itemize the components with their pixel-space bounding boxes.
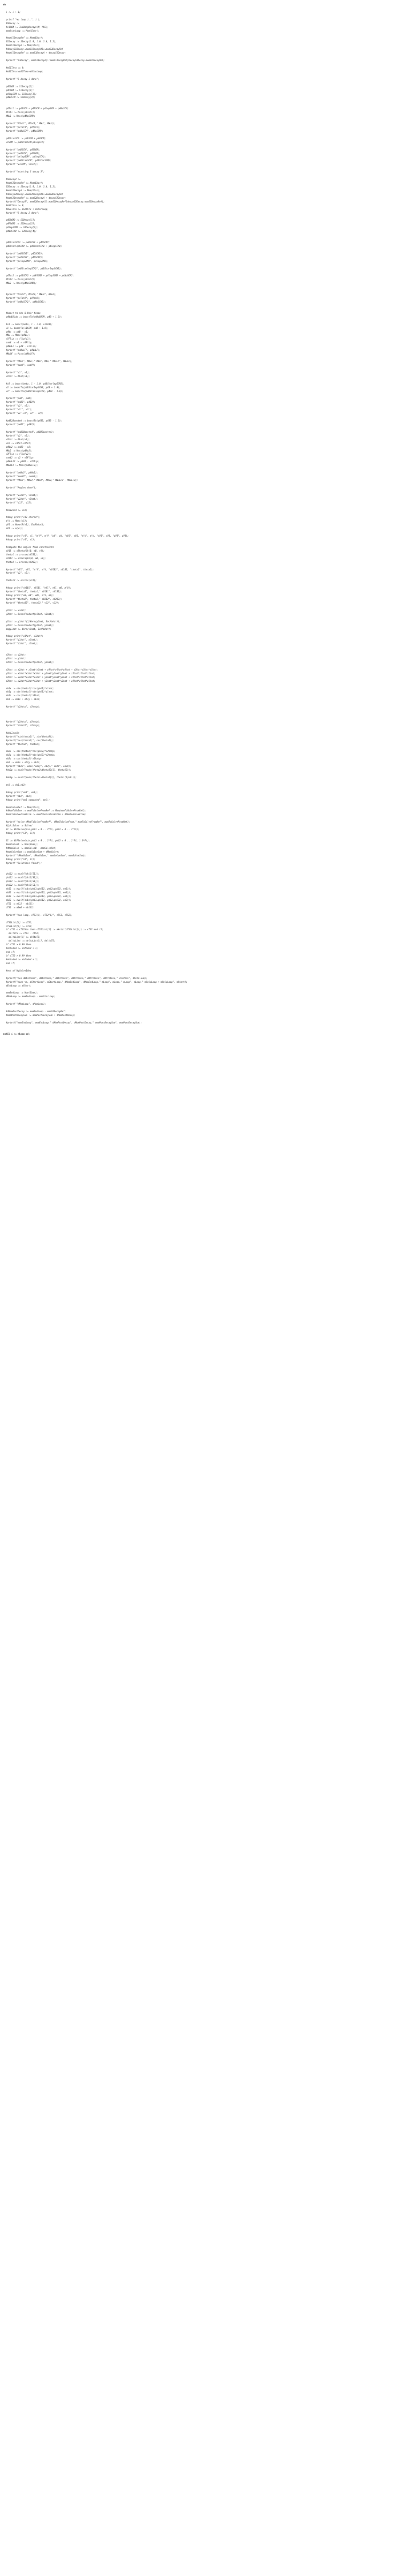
code-line: [3, 416, 411, 419]
code-line: #printf "z2hatP", z2hatp);: [3, 724, 41, 727]
code-line: #compute the angles from constraints: [3, 545, 54, 548]
code-line: #doug print("sV1B1", sV1B1, "eV1", eV1, mB, m'V);: [3, 586, 72, 590]
code-line: #printf("momEndLoop", momEndLoop," dMomPostDecay", dMomPostDecay," momPostDecaySum", momPostDecaySum);: [3, 1021, 142, 1024]
code-line: [3, 356, 411, 360]
code-line: #printf("cos(theta2)", cos(theta2));: [3, 739, 54, 742]
code-line: #momS2DecayRef := Mom(Ebar);: [3, 182, 43, 184]
code-line: eb2x := sin(theta2)*cos(phi2)*x2hatp;: [3, 750, 56, 753]
code-line: [3, 379, 411, 382]
code-line: [3, 308, 411, 312]
code-line: #doug print("eb1", eb1);: [3, 790, 38, 794]
code-line: if cTS1 > 0.99 then: [3, 943, 32, 946]
code-line: [3, 167, 411, 170]
code-line: y2hat := y1hat;: [3, 657, 26, 660]
code-line: v2Flip := flip(v2);: [3, 453, 32, 456]
code-line: #printf "sumV", sumV);: [3, 363, 35, 366]
code-line: phi12 := evalf(phi1[S1]);: [3, 872, 40, 876]
code-line: v2' := boostTo(p4DStarlepSCM2, p4B2 - 1.0);: [3, 389, 64, 393]
code-line: #printf "S decay 1 done";: [3, 77, 40, 80]
code-line: #momS2DecayA := Mom(Ebar);: [3, 189, 41, 192]
code-line: if cTS1 < cTS1Max then cTS1List[i] := mkstat(cTS1List[i]) := cTS1 end if;: [3, 928, 103, 931]
code-line: #printf "eV1", eV1, "m'V", m'V, "sV1B2", sV1B2, "theta1", theta1);: [3, 568, 94, 571]
code-line: MNu2 := Mass(p4Nu2);: [3, 449, 33, 452]
code-line: #printf("done %s, mStartLoop", mStartLoop," dMomEndLoop", dMomEndLoop," mLoop", mLoop," mLoop", mLoop," mSkipLoop + mSkipLoop", mStart);: [3, 980, 188, 983]
code-line: #doug print("mnl computed", mnl);: [3, 798, 50, 801]
code-line: p4Tot2 := p4DSCM2 + p4PSCM2 + p4lepSCM2 + p4NuSCM2;: [3, 274, 74, 277]
code-line: v1hat := Nhat(v1);: [3, 374, 30, 378]
code-line: [3, 14, 411, 18]
code-line: [3, 1006, 411, 1010]
code-line: p4DStarSCM := p4DSCM + p4PSCM;: [3, 137, 46, 140]
code-line: phi12 := evalf(phi1[S1]);: [3, 880, 40, 883]
code-line: [3, 999, 411, 1003]
code-line: p4DSCM := S1Decay[1];: [3, 85, 34, 88]
code-line: [3, 319, 411, 323]
code-line: [3, 289, 411, 293]
code-line: #printf("Decay2", momS2DecayA[l:momS2DecayRef]decayS2Decay.momS2DecayRef);: [3, 200, 105, 203]
code-line: sumV := v1 + v1Flip;: [3, 341, 33, 344]
code-line: [3, 1018, 411, 1021]
code-line: [3, 393, 411, 397]
code-line: #printf "sumV2", sumV2);: [3, 475, 38, 478]
code-line: p4Nu := p4B - v1;: [3, 330, 29, 333]
code-line: [3, 650, 411, 653]
code-line: [3, 468, 411, 471]
code-line: #printf "v2'-v2", v2' - v2);: [3, 412, 43, 415]
code-line: #doug print("v1", v1, "m'V", m'V, "pV", pV, "eV1", eV1, "m'V", m'V, "sV1", sV1, "pV1", pV1);: [3, 534, 129, 538]
code-line: #printf "p4Tot1", p4Tot1);: [3, 125, 41, 129]
code-line: #printf "v2hat", v2hat);: [3, 497, 38, 500]
code-line: [3, 505, 411, 509]
code-line: i := i + 1;: [3, 10, 21, 13]
code-line: #printf "z2hatp", z2hatp);: [3, 705, 41, 709]
code-line: z2hat := x2hat*x1hat*x1hat + y2hat*y1hat*y2hat + z2hat*z1hat*z1hat;: [3, 679, 96, 682]
code-line: [3, 865, 411, 869]
code-line: #printf "p4Tot2", p4Tot2);: [3, 297, 41, 300]
code-line: #doug print("eB, mB", eB1, m'V, mB);: [3, 594, 54, 597]
code-line: #printf "theta12", theta12," v12", v12);: [3, 601, 59, 604]
code-line: theta2 := arccos(sV2B2);: [3, 560, 38, 563]
code-line: #mS1Thru:=mS1Thru+mStarLoop;: [3, 70, 43, 73]
code-line: [3, 285, 411, 289]
code-line: #printf "v2", v2);: [3, 571, 30, 575]
code-line: [3, 531, 411, 534]
code-line: [3, 304, 411, 308]
code-line: [3, 631, 411, 635]
code-line: #printf "MNu1", MNu1," MNu", MNu," MNuLF", MNuLF);: [3, 360, 73, 363]
code-line: [3, 55, 411, 59]
code-line: #printf "v12", v12);: [3, 501, 33, 504]
code-line: p4DStarSCM2 := p4DSCM2 + p4PSCM2;: [3, 241, 50, 244]
code-line: MTot2 := Mass(p4Tot2);: [3, 278, 35, 281]
code-line: [3, 483, 411, 486]
code-line: [3, 237, 411, 241]
code-line: p4NuSCM2 := S2Decay[4];: [3, 230, 37, 233]
code-line: [3, 512, 411, 516]
code-line: #printf "y1hat", y1hat);: [3, 638, 38, 642]
code-line: #momS1DecayRef := Mom(Ebar);: [3, 36, 43, 40]
code-line: #printf "Solutions found");: [3, 861, 42, 864]
code-line: y2hat := x2hat*x1hat*x1hat + y2hat*y1hat*y2hat + z2hat*z1hat*z1hat;: [3, 672, 96, 675]
code-line: sumV2 := v2 + v2Flip;: [3, 456, 34, 460]
code-line: sV1B := sTheta(Ch(B, mB, v1);: [3, 549, 45, 552]
code-line: [3, 100, 411, 103]
code-line: deltaTS := cTS1 - cTS2;: [3, 932, 40, 935]
code-line: #printf "Angles done");: [3, 486, 37, 489]
code-line: sV2B2 := sTheta(Ch(B, mB, v2);: [3, 556, 46, 560]
code-line: v2 := boostTo(p4DStarlepSCM2, p4B + 1.0);: [3, 386, 61, 389]
code-line: #printf "z1hat", z1hat);: [3, 642, 38, 645]
code-line: #decayS1Decay:=momS1DecayA#l:=momS1DecayRef: [3, 48, 64, 51]
code-line: #ehfaded := ehfaded + 1;: [3, 958, 38, 961]
code-line: [3, 118, 411, 122]
code-line: [3, 74, 411, 78]
code-line: S1 := NLPSolve(min,phi1 = 0 .. 2*Pi, phi2 = 0 .. 2*Pi);: [3, 828, 80, 831]
code-line: [3, 564, 411, 568]
code-line: #SDecay :=: [3, 21, 19, 25]
code-line: [3, 988, 411, 991]
code-line: [3, 616, 411, 620]
code-line: [3, 234, 411, 237]
code-line: y2hat := CrossProduct(y2hat, y1hat);: [3, 623, 54, 627]
code-line: eb1 := eb1x + eb1y + eb1z;: [3, 698, 41, 701]
code-line: #dMomSolve := momSolveB - momSolveRef;: [3, 846, 57, 849]
code-line: z2hat := CrossProduct(x2hat, y2hat);: [3, 660, 54, 664]
code-line: S1 := NLPSolve(min,phi1 = 0 .. 2*Pi, phi2 = 0 .. 2*Pi, 1.0*Pi);: [3, 839, 90, 842]
code-line: eb1z := cos(theta1)*z1hat;: [3, 694, 41, 697]
code-line: #printf "p4NuSCM2", p4NuSCM2);: [3, 300, 46, 303]
code-line: until i >= nLoop od;: [3, 1032, 30, 1035]
code-line: #doug print("v12 stored");: [3, 516, 41, 519]
code-line: #printf "p4PSCM2", p4PSCM2);: [3, 255, 43, 259]
code-line: p4NuLF := p4B - v1Flip;: [3, 345, 37, 348]
code-line: MNu2 := Mass(p4NuSCM2);: [3, 282, 37, 285]
code-line: MNu1 := Mass(p4NuSCM);: [3, 115, 35, 118]
code-line: MTot1 := Mass(p4Tot1);: [3, 111, 35, 114]
code-line: #dMomToSolve := momToSolveFromRef := Mom(momToSolveFromRef);: [3, 809, 86, 812]
code-line: #decayS2Decay:=momS2DecayA#l:=momS2DecayRef: [3, 192, 64, 195]
code-line: mEndLoop := mStart;: [3, 984, 32, 987]
code-line: end if;: [3, 961, 16, 965]
code-line: [3, 133, 411, 137]
code-line: p4PSCM2 := S2Decay[2];: [3, 222, 35, 225]
code-line: [3, 63, 411, 66]
code-line: #momSolveRef := Mom(Ebar);: [3, 805, 41, 809]
code-line: #mS1Thru := 0;: [3, 66, 25, 69]
code-line: [3, 709, 411, 713]
code-line: [3, 490, 411, 494]
code-line: #v1SCM := TwoBodyDecayA(M, MSS);: [3, 25, 49, 28]
code-line: cTS1List[i] := cTS1;: [3, 921, 33, 924]
code-line: #printf("sin(theta2)", sin(theta2));: [3, 735, 54, 738]
code-line: theta12 := arccos(v12);: [3, 579, 37, 582]
code-line: #printf "p4B2", p4B2);: [3, 423, 35, 426]
code-line: #printf "p4PSCM", p4PSCM);: [3, 152, 41, 155]
code-line: #printf "v2", v2);: [3, 404, 30, 408]
code-line: [3, 910, 411, 914]
code-line: #[phiSolve := Solve(: [3, 824, 33, 827]
code-line: #printf "starting S decay 2";: [3, 170, 45, 174]
code-line: #printf "S1Decay", momS1DecayA[l:momS1DecayRef]decayS1Decay.momS1DecayRef;: [3, 59, 105, 62]
code-line: #printf "v1", v1);: [3, 371, 30, 374]
code-line: p4NuSCM := S1Decay[4];: [3, 96, 35, 99]
code-listing: [3, 3, 411, 1036]
code-line: [3, 271, 411, 275]
code-line: [3, 33, 411, 37]
code-line: #mS2Thru := 0;: [3, 204, 25, 207]
code-line: [3, 367, 411, 371]
code-line: eb2y := sin(theta2)*sin(phi2)*y2hatp;: [3, 754, 56, 757]
code-line: do: [3, 3, 6, 6]
code-line: #printf "dca loop, cTS1(i), cTS2(i)", cTS1, cTS2);: [3, 913, 73, 916]
code-line: p4Nu2 := p4B2 - v2;: [3, 445, 32, 448]
code-line: dMomLoop := momEndLoop - momStarLoop;: [3, 995, 56, 998]
code-line: #printf "S decay 2 done";: [3, 211, 40, 214]
code-line: deltaList[i] := deltaTS;: [3, 936, 41, 939]
code-line: [3, 966, 411, 969]
code-line: [3, 728, 411, 732]
code-line: #printf "p4DStarlepSCM2", p4DStarlepSCM2);: [3, 267, 62, 270]
code-line: p4NuLF2 := p4B2 - v2Flip;: [3, 460, 40, 463]
code-line: #printf "p4DStarSCM", p4DStarSCM);: [3, 159, 51, 162]
code-line: #printf "p4lepSCM", p4lepSCM);: [3, 155, 46, 159]
code-line: v12 := v1hat.v2hat;: [3, 441, 32, 445]
code-line: deltaList := deltaList[i], deltaTS;: [3, 939, 56, 943]
code-line: mnl := eb1.eb2;: [3, 783, 26, 786]
code-line: #printf "theta2", theta2);: [3, 742, 41, 745]
code-line: #momSolveB := Mom(Ebar);: [3, 842, 38, 846]
code-line: eb22 := evalf(subs(phi1=phi12, phi2=phi22, eb2));: [3, 891, 72, 894]
code-line: [3, 103, 411, 107]
code-line: cTS2List[i] := cTS2;: [3, 924, 33, 928]
code-line: #printf "p4DSCM2", p4DSCM2);: [3, 252, 43, 255]
code-line: eb1y := sin(theta1)*sin(phi1)*y1hat;: [3, 690, 54, 694]
code-line: #printf "MNu2", MNu2," MNu2", MNu2," MNuLF2", MNuLF2);: [3, 479, 78, 481]
code-line: #printf "dMomLoop", dMomLoop);: [3, 1003, 46, 1006]
code-line: y2hat := CrossProduct(v1hat, v2hat);: [3, 612, 54, 615]
code-line: MNuLF2 := Mass(p4NuLF2);: [3, 464, 38, 467]
code-line: printf "%o loop i..", i );: [3, 18, 41, 21]
code-line: eb1x := sin(theta1)*cos(phi1)*x1hat;: [3, 687, 54, 690]
code-line: #printf("dca dBtThTmie", dBtThTmie," dBtThTmie", dBtThTmie," dBtThTmie", dBtThTmie," dscPsrn", dTotalSum);: [3, 976, 148, 980]
code-line: #momPostDecaySum := momPostDecaySum + dMomPostDecay;: [3, 1014, 75, 1016]
code-line: y1hat := y1hat*(1/Norm(y1hat, EucMahat));: [3, 620, 61, 623]
code-line: #printf "p4Nu2", p4Nu2);: [3, 471, 38, 474]
code-line: #dMomPostDecay := momEndLoop - momS2DecayRef;: [3, 1010, 66, 1013]
code-line: v1SCM := p4DStarSCM+p4lepSCM;: [3, 140, 45, 144]
code-line: #printf "MTot1", MTot1," MNu", MNu1);: [3, 122, 56, 125]
code-line: #printf "eb2x", eb2x,"eb2y", eb2y," eb2z", eb2z);: [3, 765, 72, 768]
code-line: z2hat := x2hat*x1hat*x1hat + y2hat*y1hat*y2hat + z2hat*z1hat*z1hat;: [3, 675, 96, 679]
code-line: [3, 869, 411, 872]
code-line: pV1 := Norm(P(v1), EucMahat);: [3, 523, 45, 526]
code-line: #v2 := boost(beta, 1 - 1.0, p4DStarlepSCM2);: [3, 382, 65, 385]
code-line: #eb2p := evalf(subs(theta2=theta12[1], theta12));: [3, 769, 72, 772]
code-line: p4Tot1 := p4DSCM + p4PSCM + p4lepSCM + p4NuSCM;: [3, 107, 69, 110]
code-line: #momS2DecayRef := momS2DecayA + decayS2Decay;: [3, 196, 66, 199]
code-line: [3, 1029, 411, 1033]
code-line: #end of MySolveIdea: [3, 969, 32, 972]
code-line: S1Decay := SDecay(1.0, 1.0, 1.0, 1.2);: [3, 40, 57, 43]
code-line: cTS2 := m2eB + eb1S2;: [3, 906, 34, 909]
code-line: phi22 := evalf(phi2[S1]);: [3, 884, 40, 887]
code-line: #printf "p4NuLF", p4NuLF);: [3, 349, 41, 352]
code-line: #SDecay2 :=: [3, 178, 21, 181]
code-line: [3, 772, 411, 776]
code-line: m'V := Mass(v1);: [3, 519, 27, 523]
code-line: [3, 780, 411, 784]
code-line: momEndLoop := Mom(Ebar);: [3, 991, 38, 995]
code-line: [3, 787, 411, 791]
code-line: [3, 802, 411, 806]
code-line: eb12 := evalf(subs(phi1=phi12, phi2=phi22, eb1));: [3, 887, 72, 891]
code-line: #eb1p := evalf(subs(theta1=theta1[1], theta1[1]eb1));: [3, 776, 77, 779]
code-line: #printf "v2", v2);: [3, 434, 30, 437]
code-line: [3, 174, 411, 178]
code-line: theta1 := arccos(sV1B1);: [3, 553, 38, 556]
code-line: [3, 713, 411, 717]
code-line: v1 := boostTo(v1SCM, p4B + 1.0);: [3, 326, 49, 329]
code-line: p4lepSCM := S1Decay[3];: [3, 92, 37, 95]
code-line: #printf "p4NuSCM", p4NuSCM);: [3, 129, 43, 132]
code-line: #printf "v2'", v2');: [3, 408, 33, 411]
code-line: p4DStarlepSCM2 := p4DStarSCM2 + p4lepSCM2;: [3, 244, 62, 247]
code-line: #momSolveSum := momSolveSum + dMomSolve;: [3, 850, 59, 853]
code-line: [3, 973, 411, 977]
code-line: [3, 215, 411, 219]
code-line: [3, 747, 411, 750]
code-line: #printf "p4lepSCM2", p4lepSCM2);: [3, 259, 49, 262]
code-line: #printf "p4B", p4B);: [3, 397, 33, 400]
code-line: x2hat := x2hat + x1hat*x1hat + y2hat*y1hat*y2hat + z2hat*z1hat*z1hat;: [3, 668, 98, 671]
code-line: [3, 427, 411, 431]
code-line: v2hat := Nhat(v2);: [3, 438, 30, 441]
code-line: if cTS2 > 0.99 then: [3, 954, 32, 957]
code-line: eb22 := evalf(subs(phi1=phi12, phi2=phi22, eb2));: [3, 898, 72, 901]
code-line: MNu := Mass(p4Nu);: [3, 334, 30, 337]
code-line: end if;: [3, 951, 16, 954]
code-line: [3, 665, 411, 668]
code-line: #boost to the B-Pair frame: [3, 311, 41, 314]
code-line: [3, 248, 411, 252]
code-line: y1hat := v1hat;: [3, 608, 26, 612]
code-line: #printf "p4B2Boosted", p4B2Boosted);: [3, 430, 54, 433]
code-line: eV1 := e(v1);: [3, 527, 24, 530]
code-line: #doug print("S1", S1);: [3, 832, 35, 835]
code-line: #printf "eb2", eb2);: [3, 794, 33, 797]
code-line: [3, 717, 411, 720]
code-line: #printf "MTot2", MTot2," MNu2", MNu2);: [3, 293, 57, 296]
code-line: #printf "v1hat", v1hat);: [3, 493, 38, 496]
code-line: #v1 := boost(beta, 1 - 1.0, v1SCM);: [3, 322, 53, 326]
code-line: #doug print("v1", v1);: [3, 538, 35, 541]
code-line: [3, 817, 411, 820]
code-line: #momS1DecayA := Mom(Ebar);: [3, 44, 41, 47]
code-line: #momS1DecayRef := momS1DecayA + decayS1Decay;: [3, 51, 66, 55]
code-line: S2Decay := SDecay(1.0, 1.0, 1.0, 1.2);: [3, 185, 57, 188]
code-line: #doug print("S1", S1);: [3, 857, 35, 861]
code-line: [3, 583, 411, 586]
code-line: [3, 683, 411, 687]
code-line: #printf "dMomSolve", dMomSolve," momSolveSum", momSolveSum);: [3, 854, 86, 857]
code-line: #printf "theta1", theta1," sV1B1", sV1B1);: [3, 590, 62, 593]
code-line: MNuLF := Mass(p4NuLF);: [3, 352, 35, 356]
code-line: [3, 542, 411, 546]
code-line: [3, 1025, 411, 1029]
code-line: momStarLoop := Mom(Ebar);: [3, 29, 40, 32]
code-line: p4lepSCM2 := S2Decay[3];: [3, 226, 38, 229]
code-line: #printf "p4DSCM", p4DSCM);: [3, 148, 41, 151]
code-line: magy1hat := Norm(v1hat, EucMahat);: [3, 627, 51, 630]
code-line: #printf "p4B2", p4B2);: [3, 401, 35, 404]
code-line: [3, 145, 411, 148]
code-line: [3, 835, 411, 839]
code-line: #momToSolveFromSlim := momToSolveFromSlim + dMomToSolveFrom;: [3, 813, 86, 816]
code-line: #mS2Thru := mS2Thru + mStarLoop;: [3, 207, 49, 210]
code-line: #mi12old := v12;: [3, 508, 27, 511]
code-line: [3, 605, 411, 609]
code-line: [3, 575, 411, 579]
code-line: [3, 646, 411, 650]
code-line: [3, 81, 411, 85]
code-line: eb2 := eb2x + eb2y + eb2z;: [3, 761, 41, 764]
code-line: [3, 917, 411, 921]
code-line: [3, 702, 411, 705]
code-line: #phiInvald: [3, 731, 19, 734]
code-line: #ehfaded := ehfaded + 1;: [3, 947, 38, 950]
code-line: #printf "theta2", theta2," sV2B2", sV2B2);: [3, 598, 62, 600]
code-line: p4NuB2Lab := boostTo(p4NuB2CM, p4B + 1.0);: [3, 315, 62, 318]
code-line: v1Flip := flip(v1);: [3, 337, 32, 341]
code-line: eb2z := cos(theta2)*z2hatp;: [3, 757, 42, 760]
code-line: #printf "y2hatp", y2hatp);: [3, 720, 41, 723]
code-line: x2hat := v2hat;: [3, 653, 26, 657]
code-line: #printf "v1SCM", v1SCM);: [3, 163, 38, 166]
code-line: cTS1 := eb12 - eb1S1;: [3, 902, 34, 905]
code-line: p4DSCM2 := S2Decay[1];: [3, 219, 35, 222]
code-line: #printf "solve dMomToSolveFromRef", dMomToSolveFrom," momToSolveFromRef", momToSolveFromRef);: [3, 820, 130, 824]
code-line: eb12 := evalf(subs(phi1=phi12, phi2=phi22, eb1));: [3, 895, 72, 898]
code-line: phi22 := evalf(phi2[S1]);: [3, 876, 40, 879]
code-line: [3, 7, 411, 11]
code-line: p4PSCM := S1Decay[2];: [3, 88, 34, 92]
code-line: [3, 263, 411, 267]
code-line: #p4B2Boosted := boostTo(p4B2, p4B2 - 1.0);: [3, 419, 62, 422]
code-line: #doug print("x1hat", x1hat);: [3, 635, 43, 638]
